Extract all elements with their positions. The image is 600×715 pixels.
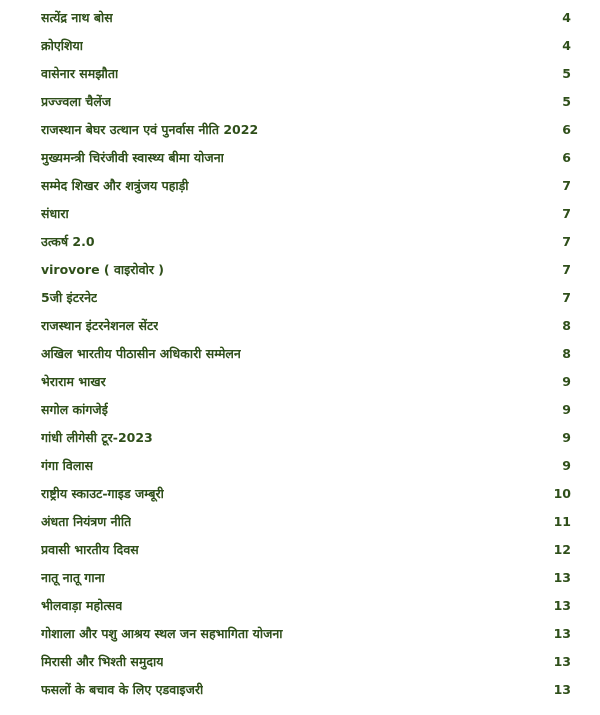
toc-entry[interactable] — [41, 563, 571, 591]
toc-entry-title: राजस्थान बेघर उत्थान एवं पुनर्वास नीति 2022 — [41, 121, 259, 137]
toc-entry-page-number: 13 — [553, 625, 571, 641]
toc-entry[interactable] — [41, 423, 571, 451]
toc-entry-title: गांधी लीगेसी टूर-2023 — [41, 429, 153, 445]
toc-entry-page-number: 13 — [553, 653, 571, 669]
toc-entry[interactable] — [41, 451, 571, 479]
toc-entry-title: उत्कर्ष 2.0 — [41, 233, 95, 249]
toc-entry-title: 5जी इंटरनेट — [41, 289, 98, 305]
toc-entry[interactable] — [41, 367, 571, 395]
toc-entry-page-number: 9 — [562, 373, 571, 389]
toc-entry[interactable] — [41, 87, 571, 115]
table-of-contents — [41, 3, 571, 703]
toc-entry-page-number: 9 — [562, 401, 571, 417]
toc-entry[interactable] — [41, 675, 571, 703]
toc-entry-title: अंधता नियंत्रण नीति — [41, 513, 132, 529]
toc-entry-page-number: 13 — [553, 569, 571, 585]
toc-entry-page-number: 4 — [562, 9, 571, 25]
toc-entry[interactable] — [41, 143, 571, 171]
toc-entry-page-number: 6 — [562, 121, 571, 137]
toc-entry[interactable] — [41, 591, 571, 619]
toc-entry[interactable] — [41, 619, 571, 647]
toc-entry-title: क्रोएशिया — [41, 37, 83, 53]
toc-entry[interactable] — [41, 227, 571, 255]
toc-entry-title: सगोल कांगजेई — [41, 401, 108, 417]
toc-entry-page-number: 13 — [553, 597, 571, 613]
toc-entry[interactable] — [41, 115, 571, 143]
toc-entry-page-number: 7 — [562, 205, 571, 221]
toc-entry[interactable] — [41, 283, 571, 311]
toc-entry[interactable] — [41, 647, 571, 675]
toc-entry-title: मुख्यमन्त्री चिरंजीवी स्वास्थ्य बीमा योजना — [41, 149, 224, 165]
toc-entry-page-number: 12 — [553, 541, 571, 557]
toc-entry-title: राजस्थान इंटरनेशनल सेंटर — [41, 317, 159, 333]
toc-entry-page-number: 5 — [562, 65, 571, 81]
toc-entry[interactable] — [41, 59, 571, 87]
toc-entry-page-number: 7 — [562, 261, 571, 277]
toc-entry[interactable] — [41, 311, 571, 339]
toc-entry-title: राष्ट्रीय स्काउट-गाइड जम्बूरी — [41, 485, 164, 501]
toc-entry[interactable] — [41, 255, 571, 283]
toc-entry-title: वासेनार समझौता — [41, 65, 119, 81]
toc-entry-title: सत्येंद्र नाथ बोस — [41, 9, 113, 25]
toc-entry-title: मिरासी और भिश्ती समुदाय — [41, 653, 164, 669]
toc-entry[interactable] — [41, 339, 571, 367]
toc-entry-page-number: 13 — [553, 681, 571, 697]
toc-entry-page-number: 4 — [562, 37, 571, 53]
toc-entry[interactable] — [41, 395, 571, 423]
toc-entry-title: प्रज्ज्वला चैलेंज — [41, 93, 112, 109]
toc-entry[interactable] — [41, 31, 571, 59]
toc-entry-title: गोशाला और पशु आश्रय स्थल जन सहभागिता योजना — [41, 625, 283, 641]
toc-entry-page-number: 10 — [553, 485, 571, 501]
toc-entry-page-number: 8 — [562, 345, 571, 361]
toc-entry-title: अखिल भारतीय पीठासीन अधिकारी सम्मेलन — [41, 345, 241, 361]
toc-entry[interactable] — [41, 199, 571, 227]
toc-entry-title: संधारा — [41, 205, 69, 221]
toc-entry[interactable] — [41, 479, 571, 507]
toc-entry-page-number: 7 — [562, 289, 571, 305]
toc-entry-page-number: 7 — [562, 233, 571, 249]
toc-entry-title: भीलवाड़ा महोत्सव — [41, 597, 123, 613]
toc-entry-title: फसलों के बचाव के लिए एडवाइजरी — [41, 681, 204, 697]
toc-entry[interactable] — [41, 171, 571, 199]
toc-entry-title: नातू नातू गाना — [41, 569, 105, 585]
toc-entry-page-number: 7 — [562, 177, 571, 193]
toc-entry-page-number: 8 — [562, 317, 571, 333]
toc-entry-page-number: 11 — [553, 513, 571, 529]
toc-entry[interactable] — [41, 535, 571, 563]
toc-entry[interactable] — [41, 507, 571, 535]
toc-entry-page-number: 5 — [562, 93, 571, 109]
toc-entry-page-number: 9 — [562, 457, 571, 473]
toc-entry-title: सम्मेद शिखर और शत्रुंजय पहाड़ी — [41, 177, 189, 193]
toc-entry-page-number: 9 — [562, 429, 571, 445]
toc-entry-title: गंगा विलास — [41, 457, 94, 473]
toc-entry-title: प्रवासी भारतीय दिवस — [41, 541, 139, 557]
toc-entry[interactable] — [41, 3, 571, 31]
toc-entry-title: virovore ( वाइरोवोर ) — [41, 261, 165, 277]
toc-entry-page-number: 6 — [562, 149, 571, 165]
toc-entry-title: भेराराम भाखर — [41, 373, 106, 389]
